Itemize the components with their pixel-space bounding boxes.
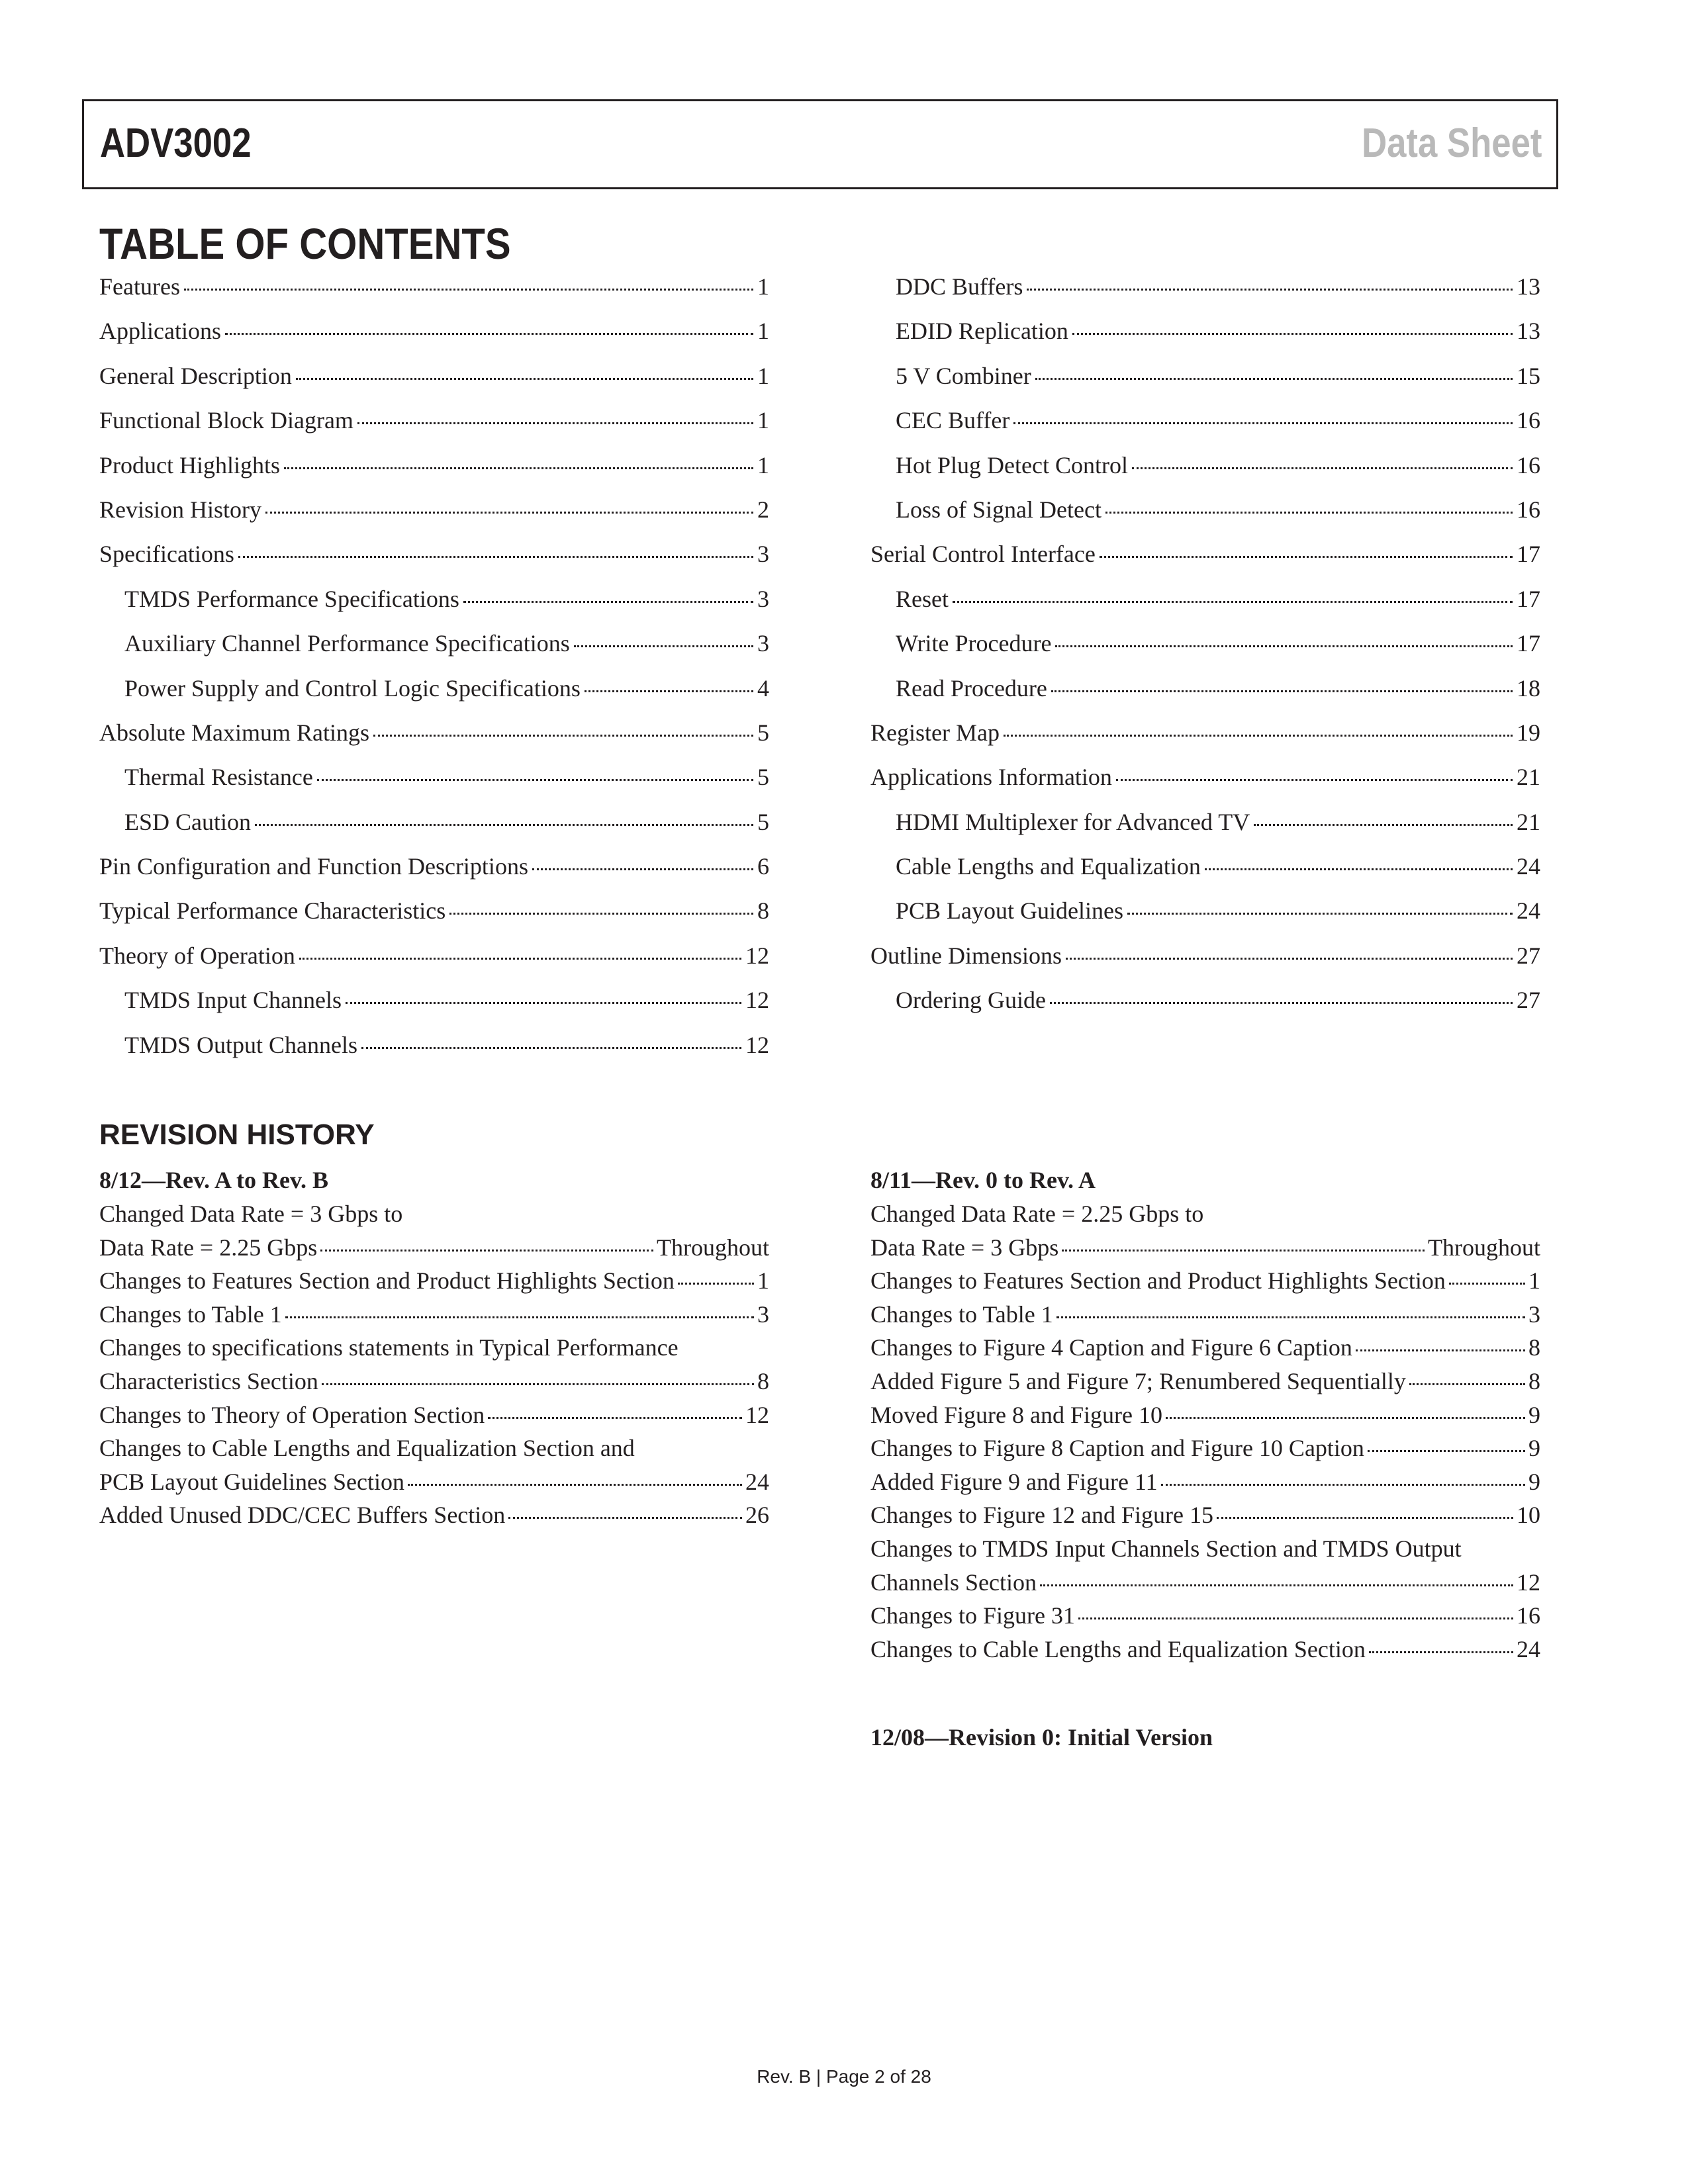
toc-entry-page: 17 bbox=[1517, 585, 1540, 612]
dot-leader bbox=[1132, 467, 1513, 469]
toc-entry-label: Hot Plug Detect Control bbox=[896, 451, 1128, 478]
dot-leader bbox=[1166, 1417, 1525, 1419]
revision-entry bbox=[99, 1365, 769, 1398]
toc-entry[interactable] bbox=[870, 362, 1540, 406]
dot-leader bbox=[1051, 690, 1513, 692]
toc-entry[interactable] bbox=[870, 629, 1540, 674]
toc-entry[interactable] bbox=[99, 1031, 769, 1075]
dot-leader bbox=[1013, 422, 1513, 424]
revision-entry-page: 16 bbox=[1517, 1602, 1540, 1629]
dot-leader bbox=[299, 958, 741, 960]
revision-entry-page: 10 bbox=[1517, 1502, 1540, 1529]
toc-entry-page: 12 bbox=[745, 942, 769, 969]
dot-leader bbox=[1055, 645, 1513, 647]
toc-entry-label: TMDS Output Channels bbox=[124, 1031, 358, 1058]
toc-entry[interactable] bbox=[99, 496, 769, 540]
dot-leader bbox=[320, 1250, 653, 1251]
toc-entry-page: 1 bbox=[757, 318, 769, 345]
toc-entry[interactable] bbox=[99, 273, 769, 317]
toc-entry-label: Functional Block Diagram bbox=[99, 407, 353, 434]
toc-entry-label: Loss of Signal Detect bbox=[896, 496, 1102, 523]
toc-entry-page: 8 bbox=[757, 897, 769, 925]
dot-leader bbox=[574, 645, 753, 647]
toc-entry-page: 21 bbox=[1517, 764, 1540, 791]
toc-entry-label: Register Map bbox=[870, 719, 1000, 746]
toc-entry[interactable] bbox=[99, 763, 769, 807]
toc-entry-page: 12 bbox=[745, 1031, 769, 1058]
revision-entry bbox=[870, 1465, 1540, 1499]
dot-leader bbox=[346, 1002, 741, 1004]
revision-entry-text: Changes to Cable Lengths and Equalization Section and bbox=[99, 1435, 635, 1462]
toc-entry[interactable] bbox=[870, 763, 1540, 807]
dot-leader bbox=[184, 289, 753, 291]
revision-entry-text: Added Figure 5 and Figure 7; Renumbered Sequentially bbox=[870, 1367, 1406, 1394]
revision-entry-text: Characteristics Section bbox=[99, 1367, 318, 1394]
toc-entry-page: 1 bbox=[757, 362, 769, 389]
revision-entry-page: 12 bbox=[1517, 1569, 1540, 1596]
toc-entry-label: Revision History bbox=[99, 496, 262, 523]
toc-entry-label: Applications Information bbox=[870, 764, 1112, 791]
toc-entry-page: 24 bbox=[1517, 853, 1540, 880]
toc-entry[interactable] bbox=[870, 986, 1540, 1030]
toc-entry[interactable] bbox=[870, 674, 1540, 719]
dot-leader bbox=[508, 1517, 742, 1519]
revision-entry-page: 8 bbox=[1528, 1334, 1540, 1361]
toc-entry-page: 3 bbox=[757, 585, 769, 612]
dot-leader bbox=[1062, 1250, 1425, 1251]
toc-entry-page: 5 bbox=[757, 764, 769, 791]
revision-entry-text: Channels Section bbox=[870, 1569, 1037, 1596]
toc-entry-page: 6 bbox=[757, 853, 769, 880]
toc-entry[interactable] bbox=[870, 585, 1540, 629]
revision-entry-page: 24 bbox=[1517, 1635, 1540, 1662]
toc-entry[interactable] bbox=[99, 808, 769, 852]
revision-entry bbox=[99, 1298, 769, 1332]
toc-entry[interactable] bbox=[99, 406, 769, 451]
toc-entry[interactable] bbox=[870, 496, 1540, 540]
revision-entry bbox=[870, 1498, 1540, 1532]
revision-entry-text: Data Rate = 2.25 Gbps bbox=[99, 1234, 318, 1261]
dot-leader bbox=[1254, 824, 1513, 826]
toc-entry-page: 27 bbox=[1517, 987, 1540, 1014]
rev-b-block bbox=[99, 1163, 769, 1532]
revision-entry-page: Throughout bbox=[1428, 1234, 1540, 1261]
dot-leader bbox=[449, 913, 753, 915]
toc-entry-page: 5 bbox=[757, 719, 769, 746]
toc-entry-page: 1 bbox=[757, 407, 769, 434]
toc-entry-label: General Description bbox=[99, 362, 292, 389]
toc-entry-label: Read Procedure bbox=[896, 674, 1047, 702]
toc-entry[interactable] bbox=[99, 362, 769, 406]
toc-entry-label: Write Procedure bbox=[896, 630, 1052, 657]
toc-entry-label: Outline Dimensions bbox=[870, 942, 1062, 969]
toc-entry-page: 17 bbox=[1517, 541, 1540, 568]
toc-entry[interactable] bbox=[870, 451, 1540, 496]
dot-leader bbox=[1127, 913, 1513, 915]
revision-entry-text: Changes to Figure 4 Caption and Figure 6 Caption bbox=[870, 1334, 1352, 1361]
toc-entry[interactable] bbox=[99, 629, 769, 674]
toc-entry[interactable] bbox=[870, 808, 1540, 852]
toc-entry-label: Ordering Guide bbox=[896, 987, 1046, 1014]
revision-entry bbox=[870, 1398, 1540, 1432]
dot-leader bbox=[1449, 1283, 1525, 1285]
dot-leader bbox=[357, 422, 753, 424]
toc-entry-page: 27 bbox=[1517, 942, 1540, 969]
toc-entry-label: CEC Buffer bbox=[896, 407, 1010, 434]
revision-entry-page: 9 bbox=[1528, 1468, 1540, 1495]
toc-entry[interactable] bbox=[870, 317, 1540, 361]
toc-entry-page: 13 bbox=[1517, 273, 1540, 300]
toc-entry-page: 21 bbox=[1517, 808, 1540, 835]
toc-entry-label: Absolute Maximum Ratings bbox=[99, 719, 369, 746]
dot-leader bbox=[1050, 1002, 1513, 1004]
toc-entry[interactable] bbox=[870, 897, 1540, 941]
dot-leader bbox=[1072, 333, 1513, 335]
dot-leader bbox=[585, 690, 753, 692]
toc-entry[interactable] bbox=[870, 852, 1540, 897]
revision-entry-text: Data Rate = 3 Gbps bbox=[870, 1234, 1059, 1261]
dot-leader bbox=[296, 378, 753, 380]
revision-entry-page: 9 bbox=[1528, 1435, 1540, 1462]
revision-entry-text: Changes to Figure 12 and Figure 15 bbox=[870, 1502, 1213, 1529]
revision-entry-page: 12 bbox=[745, 1401, 769, 1428]
dot-leader bbox=[238, 556, 753, 558]
toc-entry-label: ESD Caution bbox=[124, 808, 252, 835]
toc-entry[interactable] bbox=[99, 942, 769, 986]
dot-leader bbox=[953, 601, 1513, 603]
revision-entry-text: PCB Layout Guidelines Section bbox=[99, 1468, 404, 1495]
dot-leader bbox=[1161, 1484, 1525, 1486]
dot-leader bbox=[1356, 1349, 1525, 1351]
dot-leader bbox=[1078, 1617, 1513, 1619]
revision-entry bbox=[870, 1633, 1540, 1666]
dot-leader bbox=[1116, 779, 1513, 781]
toc-entry[interactable] bbox=[870, 273, 1540, 317]
toc-entry-page: 16 bbox=[1517, 496, 1540, 523]
revision-entry bbox=[870, 1231, 1540, 1265]
toc-entry-label: 5 V Combiner bbox=[896, 362, 1031, 389]
toc-entry-page: 1 bbox=[757, 451, 769, 478]
dot-leader bbox=[408, 1484, 742, 1486]
page-footer: Rev. B | Page 2 of 28 bbox=[757, 2066, 931, 2087]
dot-leader bbox=[1368, 1450, 1525, 1452]
toc-entry-label: EDID Replication bbox=[896, 318, 1068, 345]
toc-entry-page: 5 bbox=[757, 808, 769, 835]
toc-entry-page: 19 bbox=[1517, 719, 1540, 746]
dot-leader bbox=[1409, 1383, 1525, 1385]
toc-entry-page: 3 bbox=[757, 630, 769, 657]
revision-history-title: REVISION HISTORY bbox=[99, 1118, 375, 1151]
revision-entry bbox=[870, 1264, 1540, 1298]
dot-leader bbox=[265, 512, 753, 514]
revision-entry-page: 1 bbox=[757, 1267, 769, 1295]
revision-entry bbox=[99, 1465, 769, 1499]
toc-entry-label: Reset bbox=[896, 585, 949, 612]
toc-entry-label: Cable Lengths and Equalization bbox=[896, 853, 1201, 880]
revision-entry-page: 3 bbox=[757, 1300, 769, 1328]
toc-entry-label: Applications bbox=[99, 318, 221, 345]
dot-leader bbox=[488, 1417, 742, 1419]
toc-entry[interactable] bbox=[870, 406, 1540, 451]
dot-leader bbox=[1056, 1316, 1525, 1318]
dot-leader bbox=[322, 1383, 754, 1385]
toc-entry-page: 13 bbox=[1517, 318, 1540, 345]
revision-entry-text: Changes to Table 1 bbox=[870, 1300, 1053, 1328]
revision-entry bbox=[99, 1264, 769, 1298]
dot-leader bbox=[373, 735, 753, 737]
toc-entry-label: Pin Configuration and Function Descriptions bbox=[99, 853, 528, 880]
revision-entry bbox=[870, 1432, 1540, 1465]
revision-entry-page: 1 bbox=[1528, 1267, 1540, 1295]
rev-a-heading: 8/11—Rev. 0 to Rev. A bbox=[870, 1167, 1096, 1193]
toc-entry[interactable] bbox=[99, 986, 769, 1030]
toc-entry[interactable] bbox=[99, 852, 769, 897]
revision-entry-text: Changes to Theory of Operation Section bbox=[99, 1401, 485, 1428]
dot-leader bbox=[1369, 1651, 1513, 1653]
revision-entry-page: 8 bbox=[757, 1367, 769, 1394]
revision-entry-text: Changed Data Rate = 3 Gbps to bbox=[99, 1201, 403, 1227]
product-name: ADV3002 bbox=[100, 120, 252, 166]
toc-entry-page: 17 bbox=[1517, 630, 1540, 657]
revision-entry-page: Throughout bbox=[657, 1234, 769, 1261]
dot-leader bbox=[285, 1316, 754, 1318]
toc-entry-label: PCB Layout Guidelines bbox=[896, 897, 1123, 925]
toc-entry-label: HDMI Multiplexer for Advanced TV bbox=[896, 808, 1250, 835]
revision-entry-text: Changes to Figure 8 Caption and Figure 10 Caption bbox=[870, 1435, 1364, 1462]
rev-a-lines bbox=[870, 1197, 1540, 1666]
toc-entry[interactable] bbox=[99, 317, 769, 361]
revision-entry bbox=[99, 1498, 769, 1532]
revision-entry bbox=[870, 1566, 1540, 1600]
dot-leader bbox=[463, 601, 753, 603]
revision-entry-text: Changes to Features Section and Product Highlights Section bbox=[870, 1267, 1446, 1295]
toc-entry-label: DDC Buffers bbox=[896, 273, 1023, 300]
revision-entry-page: 26 bbox=[745, 1502, 769, 1529]
toc-entry-label: Theory of Operation bbox=[99, 942, 295, 969]
dot-leader bbox=[1205, 868, 1513, 870]
revision-entry bbox=[870, 1298, 1540, 1332]
rev-b-lines bbox=[99, 1197, 769, 1532]
toc-entry-page: 1 bbox=[757, 273, 769, 300]
dot-leader bbox=[678, 1283, 754, 1285]
toc-entry-page: 12 bbox=[745, 987, 769, 1014]
toc-entry-label: Auxiliary Channel Performance Specifications bbox=[124, 630, 570, 657]
dot-leader bbox=[1004, 735, 1513, 737]
revision-entry-text: Changes to Cable Lengths and Equalization Section bbox=[870, 1635, 1366, 1662]
toc-entry[interactable] bbox=[99, 540, 769, 584]
toc-entry-label: Specifications bbox=[99, 541, 234, 568]
revision-entry-page: 24 bbox=[745, 1468, 769, 1495]
revision-entry bbox=[870, 1599, 1540, 1633]
toc-entry-page: 18 bbox=[1517, 674, 1540, 702]
revision-entry bbox=[870, 1331, 1540, 1365]
revision-entry-text: Added Unused DDC/CEC Buffers Section bbox=[99, 1502, 506, 1529]
revision-entry-page: 9 bbox=[1528, 1401, 1540, 1428]
dot-leader bbox=[1217, 1517, 1513, 1519]
dot-leader bbox=[1035, 378, 1513, 380]
revision-entry-text: Changed Data Rate = 2.25 Gbps to bbox=[870, 1201, 1204, 1227]
toc-entry-label: Features bbox=[99, 273, 180, 300]
dot-leader bbox=[1105, 512, 1513, 514]
revision-entry-text: Changes to specifications statements in Typical Performance bbox=[99, 1334, 679, 1361]
revision-entry bbox=[99, 1398, 769, 1432]
toc-left-column bbox=[99, 273, 769, 1075]
toc-right-column bbox=[870, 273, 1540, 1031]
toc-entry[interactable] bbox=[99, 585, 769, 629]
page-header bbox=[82, 99, 1558, 189]
toc-entry[interactable] bbox=[99, 719, 769, 763]
toc-entry-label: Typical Performance Characteristics bbox=[99, 897, 446, 925]
doc-type: Data Sheet bbox=[1361, 120, 1542, 166]
dot-leader bbox=[1100, 556, 1513, 558]
dot-leader bbox=[1027, 289, 1513, 291]
toc-entry-label: TMDS Input Channels bbox=[124, 987, 342, 1014]
toc-entry[interactable] bbox=[99, 451, 769, 496]
revision-entry-text: Changes to Table 1 bbox=[99, 1300, 282, 1328]
rev-a-block bbox=[870, 1163, 1540, 1666]
toc-entry[interactable] bbox=[870, 942, 1540, 986]
toc-entry-label: Serial Control Interface bbox=[870, 541, 1096, 568]
dot-leader bbox=[317, 779, 753, 781]
revision-entry-text: Moved Figure 8 and Figure 10 bbox=[870, 1401, 1162, 1428]
initial-version-heading: 12/08—Revision 0: Initial Version bbox=[870, 1724, 1213, 1751]
dot-leader bbox=[225, 333, 753, 335]
toc-entry-label: Thermal Resistance bbox=[124, 764, 313, 791]
revision-entry-page: 8 bbox=[1528, 1367, 1540, 1394]
dot-leader bbox=[1066, 958, 1513, 960]
toc-entry[interactable] bbox=[870, 719, 1540, 763]
revision-entry-page: 3 bbox=[1528, 1300, 1540, 1328]
revision-entry-text: Added Figure 9 and Figure 11 bbox=[870, 1468, 1158, 1495]
dot-leader bbox=[255, 824, 753, 826]
toc-entry-label: Power Supply and Control Logic Specifications bbox=[124, 674, 581, 702]
toc-entry-page: 16 bbox=[1517, 407, 1540, 434]
rev-b-heading: 8/12—Rev. A to Rev. B bbox=[99, 1167, 329, 1193]
revision-entry bbox=[870, 1365, 1540, 1398]
toc-entry[interactable] bbox=[870, 540, 1540, 584]
toc-entry-page: 4 bbox=[757, 674, 769, 702]
toc-entry-label: Product Highlights bbox=[99, 451, 281, 478]
toc-entry[interactable] bbox=[99, 897, 769, 941]
toc-entry-page: 16 bbox=[1517, 451, 1540, 478]
toc-entry-page: 3 bbox=[757, 541, 769, 568]
revision-entry-text: Changes to Figure 31 bbox=[870, 1602, 1075, 1629]
dot-leader bbox=[1040, 1584, 1513, 1586]
toc-entry-page: 2 bbox=[757, 496, 769, 523]
toc-title: TABLE OF CONTENTS bbox=[99, 219, 511, 268]
toc-entry-page: 15 bbox=[1517, 362, 1540, 389]
toc-entry-label: TMDS Performance Specifications bbox=[124, 585, 459, 612]
toc-entry[interactable] bbox=[99, 674, 769, 719]
revision-entry bbox=[99, 1231, 769, 1265]
toc-entry-page: 24 bbox=[1517, 897, 1540, 925]
dot-leader bbox=[532, 868, 753, 870]
dot-leader bbox=[361, 1047, 741, 1049]
revision-entry-text: Changes to Features Section and Product Highlights Section bbox=[99, 1267, 675, 1295]
dot-leader bbox=[284, 467, 753, 469]
revision-entry-text: Changes to TMDS Input Channels Section and TMDS Output bbox=[870, 1535, 1462, 1562]
